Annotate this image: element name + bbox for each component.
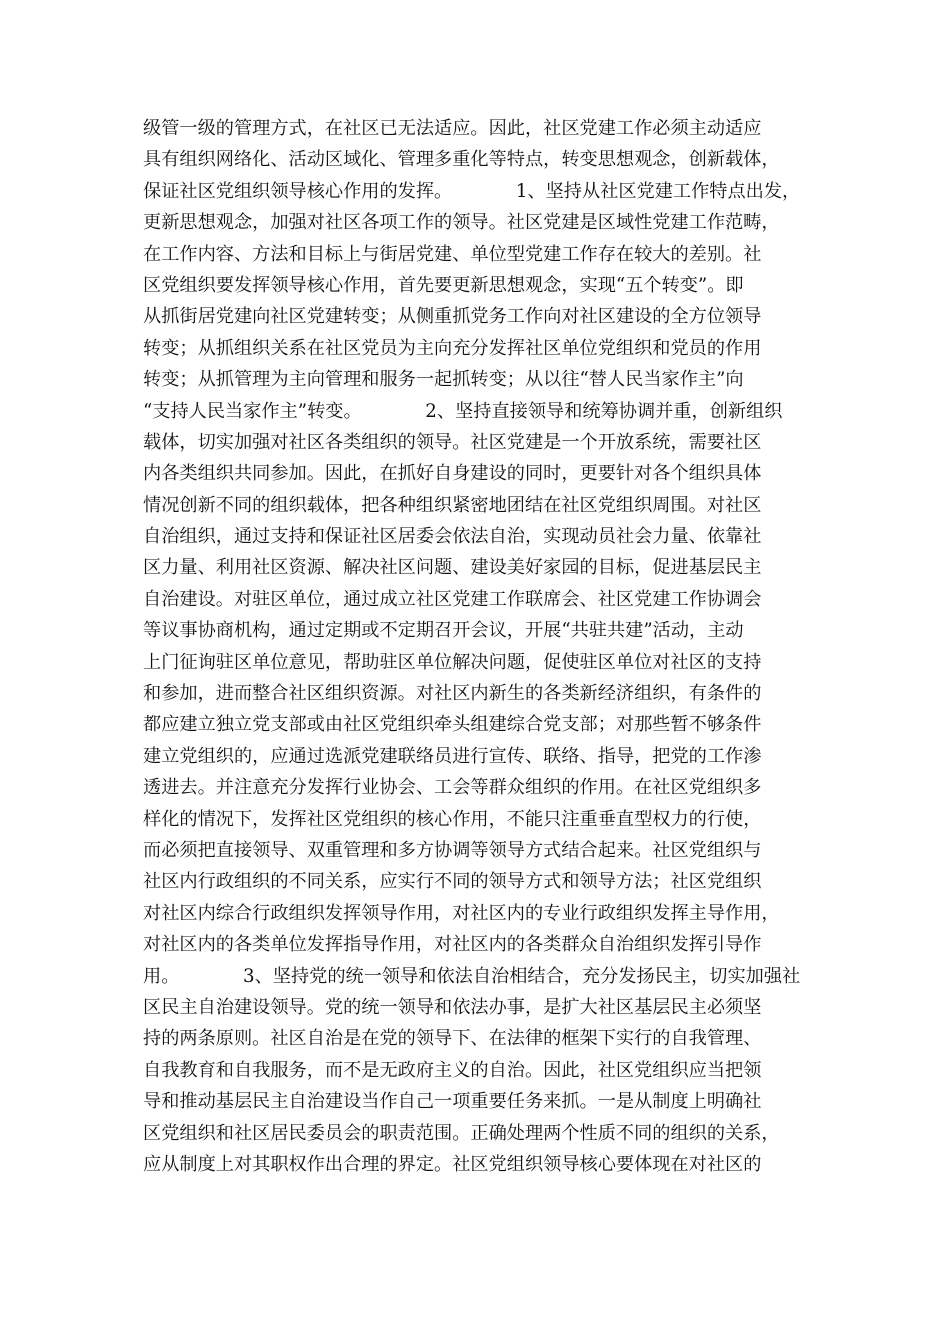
text-line: 保证社区党组织领导核心作用的发挥。 1、坚持从社区党建工作特点出发， [143,180,801,202]
text-line: 建立党组织的，应通过选派党建联络员进行宣传、联络、指导，把党的工作渗 [143,745,762,767]
text-line: 对社区内的各类单位发挥指导作用，对社区内的各类群众自治组织发挥引导作 [143,934,762,956]
text-line: 区力量、利用社区资源、解决社区问题、建设美好家园的目标，促进基层民主 [143,557,762,579]
text-line: “支持人民当家作主”转变。 2、坚持直接领导和统筹协调并重，创新组织 [143,400,783,422]
text-line: 在工作内容、方法和目标上与街居党建、单位型党建工作存在较大的差别。社 [143,243,762,265]
text-line: 自治组织，通过支持和保证社区居委会依法自治，实现动员社会力量、依靠社 [143,526,762,548]
text-line: 自我教育和自我服务，而不是无政府主义的自治。因此，社区党组织应当把领 [143,1059,762,1081]
text-line: 应从制度上对其职权作出合理的界定。社区党组织领导核心要体现在对社区的 [143,1153,762,1175]
text-line: 持的两条原则。社区自治是在党的领导下、在法律的框架下实行的自我管理、 [143,1028,762,1050]
text-line: 社区内行政组织的不同关系，应实行不同的领导方式和领导方法；社区党组织 [143,871,762,893]
text-line: 样化的情况下，发挥社区党组织的核心作用，不能只注重垂直型权力的行使， [143,808,762,830]
body-text [143,113,811,1180]
text-line: 和参加，进而整合社区组织资源。对社区内新生的各类新经济组织，有条件的 [143,683,762,705]
text-line: 更新思想观念，加强对社区各项工作的领导。社区党建是区域性党建工作范畴， [143,212,780,234]
text-line: 等议事协商机构，通过定期或不定期召开会议，开展“共驻共建”活动，主动 [143,620,744,642]
text-line: 导和推动基层民主自治建设当作自己一项重要任务来抓。一是从制度上明确社 [143,1091,762,1113]
text-line: 而必须把直接领导、双重管理和多方协调等领导方式结合起来。社区党组织与 [143,839,762,861]
text-line: 转变；从抓管理为主向管理和服务一起抓转变；从以往“替人民当家作主”向 [143,369,744,391]
text-line: 从抓街居党建向社区党建转变；从侧重抓党务工作向对社区建设的全方位领导 [143,306,762,328]
text-line: 具有组织网络化、活动区域化、管理多重化等特点，转变思想观念，创新载体， [143,149,780,171]
text-line: 上门征询驻区单位意见，帮助驻区单位解决问题，促使驻区单位对社区的支持 [143,651,762,673]
text-line: 区民主自治建设领导。党的统一领导和依法办事，是扩大社区基层民主必须坚 [143,996,762,1018]
text-line: 透进去。并注意充分发挥行业协会、工会等群众组织的作用。在社区党组织多 [143,777,762,799]
text-line: 载体，切实加强对社区各类组织的领导。社区党建是一个开放系统，需要社区 [143,431,762,453]
text-line: 转变；从抓组织关系在社区党员为主向充分发挥社区单位党组织和党员的作用 [143,337,762,359]
text-line: 区党组织要发挥领导核心作用，首先要更新思想观念，实现“五个转变”。即 [143,274,744,296]
text-line: 自治建设。对驻区单位，通过成立社区党建工作联席会、社区党建工作协调会 [143,588,762,610]
text-line: 都应建立独立党支部或由社区党组织牵头组建综合党支部；对那些暂不够条件 [143,714,762,736]
text-line: 对社区内综合行政组织发挥领导作用，对社区内的专业行政组织发挥主导作用， [143,902,780,924]
text-line: 情况创新不同的组织载体，把各种组织紧密地团结在社区党组织周围。对社区 [143,494,762,516]
text-line: 用。 3、坚持党的统一领导和依法自治相结合，充分发扬民主，切实加强社 [143,965,801,987]
text-line: 内各类组织共同参加。因此，在抓好自身建设的同时，更要针对各个组织具体 [143,463,762,485]
text-line: 区党组织和社区居民委员会的职责范围。正确处理两个性质不同的组织的关系， [143,1122,780,1144]
text-line: 级管一级的管理方式，在社区已无法适应。因此，社区党建工作必须主动适应 [143,118,762,139]
